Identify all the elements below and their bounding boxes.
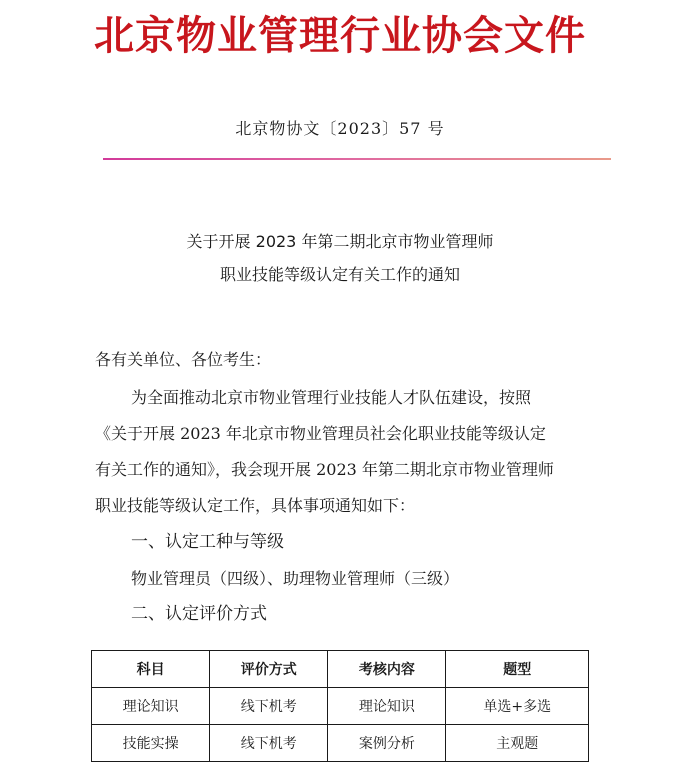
table-row	[92, 725, 589, 762]
table-header-cell: 评价方式	[210, 651, 328, 688]
table-header-cell: 题型	[446, 651, 589, 688]
table-cell: 单选+多选	[446, 688, 589, 725]
table-cell: 主观题	[446, 725, 589, 762]
table-cell: 线下机考	[210, 688, 328, 725]
section-2-heading: 二、认定评价方式	[131, 604, 267, 624]
paragraph-line-3: 有关工作的通知》，我会现开展 2023 年第二期北京市物业管理师	[95, 460, 554, 479]
table-header-cell: 考核内容	[328, 651, 446, 688]
table-cell: 线下机考	[210, 725, 328, 762]
document-header-title: 北京物业管理行业协会文件	[94, 12, 586, 59]
table-header-row	[92, 651, 589, 688]
header-divider-rule	[103, 158, 611, 160]
paragraph-line-2: 《关于开展 2023 年北京市物业管理员社会化职业技能等级认定	[95, 424, 546, 443]
table-cell: 理论知识	[328, 688, 446, 725]
paragraph-line-4: 职业技能等级认定工作，具体事项通知如下：	[95, 496, 416, 515]
table-row	[92, 688, 589, 725]
notice-title-line-1: 关于开展 2023 年第二期北京市物业管理师	[186, 232, 494, 251]
section-1-body: 物业管理员（四级）、助理物业管理师（三级）	[131, 569, 460, 588]
notice-title-line-2: 职业技能等级认定有关工作的通知	[219, 265, 460, 284]
paragraph-line-1: 为全面推动北京市物业管理行业技能人才队伍建设，按照	[131, 388, 532, 407]
document-number: 北京物协文〔2023〕57 号	[235, 119, 445, 138]
section-1-heading: 一、认定工种与等级	[131, 532, 284, 552]
table-cell: 技能实操	[92, 725, 210, 762]
table-cell: 理论知识	[92, 688, 210, 725]
assessment-method-table	[91, 650, 589, 762]
salutation: 各有关单位、各位考生：	[95, 350, 272, 369]
table-header-cell: 科目	[92, 651, 210, 688]
table-cell: 案例分析	[328, 725, 446, 762]
